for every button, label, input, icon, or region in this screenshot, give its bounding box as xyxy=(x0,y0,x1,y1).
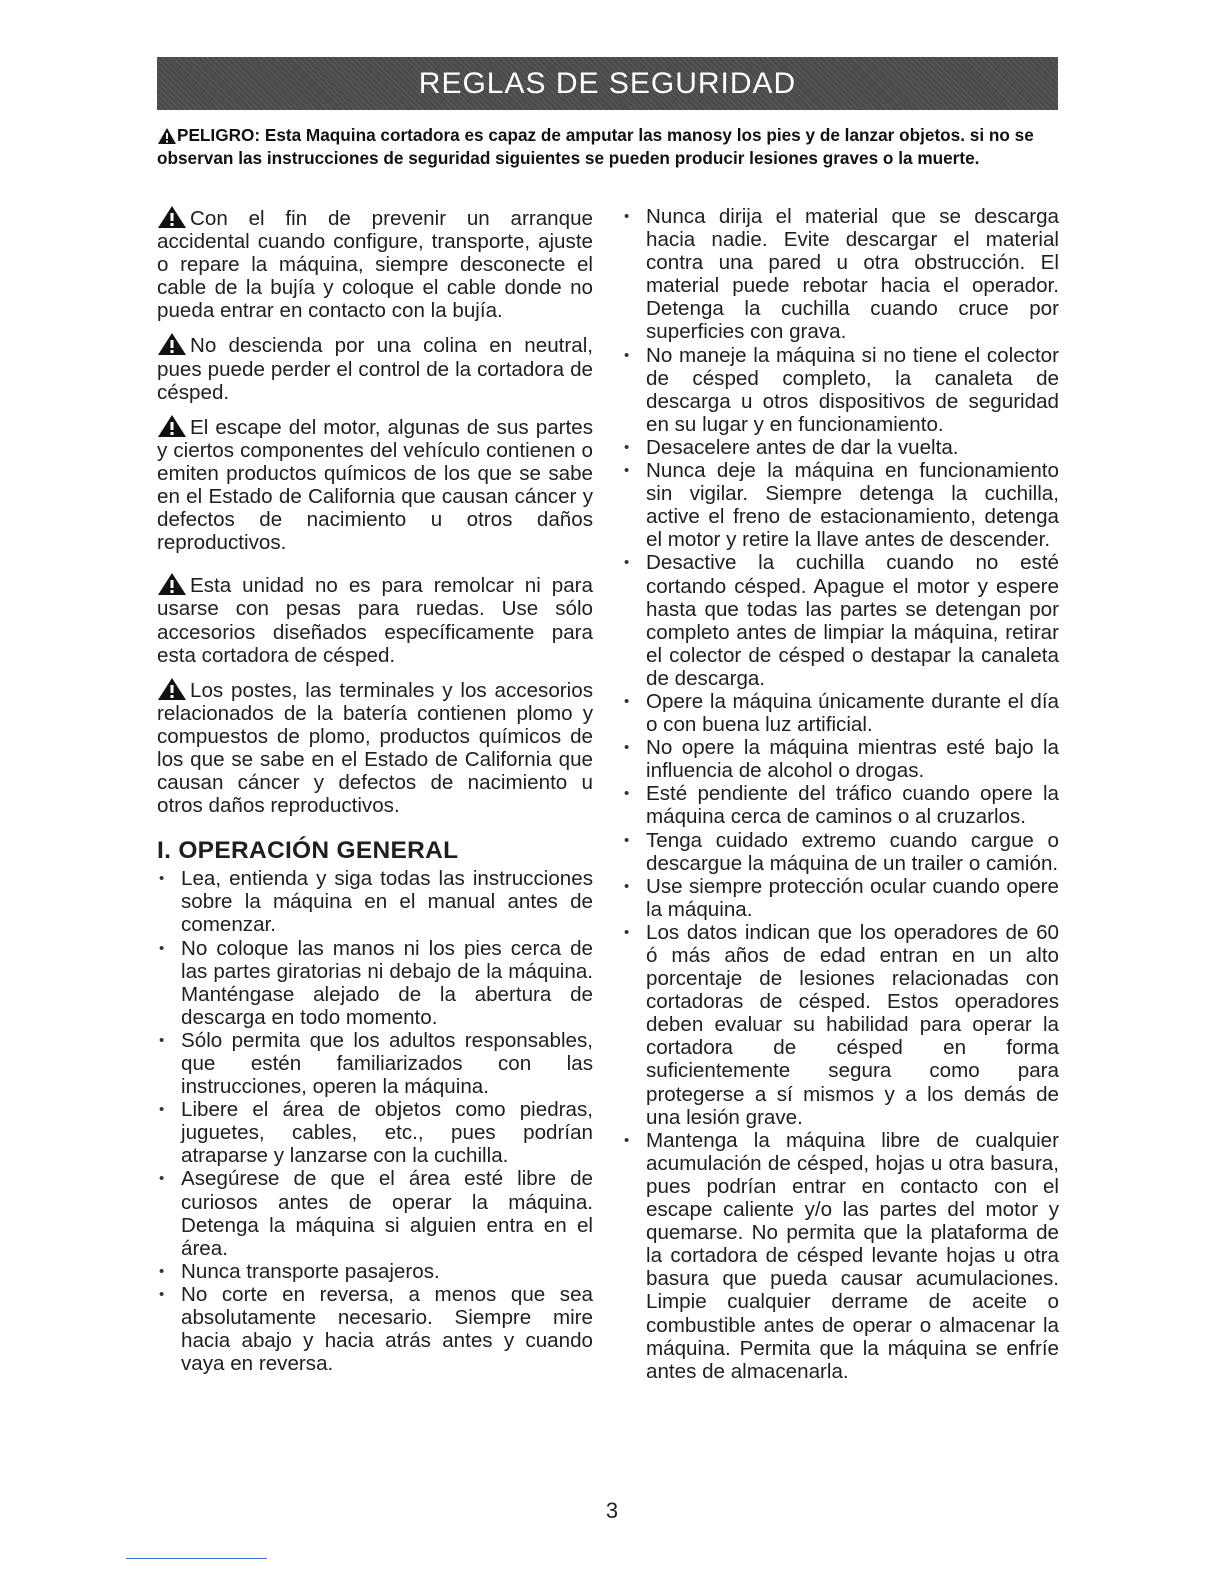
danger-notice xyxy=(157,124,1057,170)
list-item: • Nunca deje la máquina en funcionamiento sin vigilar. Siempre detenga la cuchilla, active el freno de estacionamiento, detenga el motor y retire la llave antes de descender. xyxy=(622,459,1059,551)
warning-paragraph xyxy=(157,572,593,666)
warning-triangle-icon xyxy=(157,414,187,438)
warning-triangle-icon xyxy=(157,205,187,229)
warning-paragraph xyxy=(157,414,593,555)
list-item: • No corte en reversa, a menos que sea absolutamente necesario. Siempre mire hacia abajo y hacia atrás antes y cuando vaya en reversa. xyxy=(157,1283,593,1375)
list-item: • No coloque las manos ni los pies cerca de las partes giratorias ni debajo de la máquina. Manténgase alejado de la abertura de descarga en todo momento. xyxy=(157,937,593,1029)
danger-label: PELIGRO: xyxy=(177,125,261,145)
warning-text: No descienda por una colina en neutral, pues puede perder el control de la cortadora de césped. xyxy=(157,334,593,404)
list-item: • Tenga cuidado extremo cuando cargue o descargue la máquina de un trailer o camión. xyxy=(622,829,1059,875)
list-item: • Desacelere antes de dar la vuelta. xyxy=(622,436,1059,459)
left-column xyxy=(157,205,593,1375)
warning-triangle-icon xyxy=(157,677,187,701)
warning-paragraph xyxy=(157,332,593,403)
warning-text: Los postes, las terminales y los accesorios relacionados de la batería contienen plomo y compuestos de plomo, productos químicos de los que se sabe en el Estado de California que causan cáncer y defectos de nacimiento u otros daños reproductivos. xyxy=(157,678,593,818)
page-title: REGLAS DE SEGURIDAD xyxy=(418,66,797,100)
list-item: • Esté pendiente del tráfico cuando opere la máquina cerca de caminos o al cruzarlos. xyxy=(622,782,1059,828)
section-heading: I. OPERACIÓN GENERAL xyxy=(157,837,459,865)
left-bullet-list xyxy=(157,867,593,1375)
list-item: • No maneje la máquina si no tiene el colector de césped completo, la canaleta de descarga u otros dispositivos de seguridad en su lugar y en funcionamiento. xyxy=(622,344,1059,436)
warning-triangle-icon xyxy=(157,127,177,145)
list-item: • Use siempre protección ocular cuando opere la máquina. xyxy=(622,875,1059,921)
list-item: • Asegúrese de que el área esté libre de curiosos antes de operar la máquina. Detenga la máquina si alguien entra en el área. xyxy=(157,1167,593,1259)
list-item: • Nunca transporte pasajeros. xyxy=(157,1260,593,1283)
list-item: • Nunca dirija el material que se descarga hacia nadie. Evite descargar el material contra una pared u otra obstrucción. El material puede rebotar hacia el operador. Detenga la cuchilla cuando cruce por superficies con grava. xyxy=(622,205,1059,344)
list-item: • Opere la máquina únicamente durante el día o con buena luz artificial. xyxy=(622,690,1059,736)
warning-paragraph xyxy=(157,677,593,818)
warning-triangle-icon xyxy=(157,572,187,596)
right-bullet-list xyxy=(622,205,1059,1383)
warning-text: Esta unidad no es para remolcar ni para usarse con pesas para ruedas. Use sólo accesorios diseñados específicamente para esta cortadora de césped. xyxy=(157,574,593,667)
list-item: • Desactive la cuchilla cuando no esté cortando césped. Apague el motor y espere hasta que todas las partes se detengan por completo antes de limpiar la máquina, retirar el colector de césped o destapar la canaleta de descarga. xyxy=(622,551,1059,690)
list-item: • Mantenga la máquina libre de cualquier acumulación de césped, hojas u otra basura, pues podrían entrar en contacto con el escape caliente y/o las partes del motor y quemarse. No permita que la plataforma de la cortadora de césped levante hojas u otra basura que pueda causar acumulaciones. Limpie cualquier derrame de aceite o combustible antes de operar o almacenar la máquina. Permita que la máquina se enfríe antes de almacenarla. xyxy=(622,1129,1059,1383)
list-item: • Libere el área de objetos como piedras, juguetes, cables, etc., pues podrían atraparse y lanzarse con la cuchilla. xyxy=(157,1098,593,1167)
list-item: • Sólo permita que los adultos responsables, que estén familiarizados con las instrucciones, operen la máquina. xyxy=(157,1029,593,1098)
warning-triangle-icon xyxy=(157,332,187,356)
warning-text: Con el fin de prevenir un arranque accidental cuando configure, transporte, ajuste o repare la máquina, siempre desconecte el cable de la bujía y coloque el cable donde no pueda entrar en contacto con la bujía. xyxy=(157,207,593,323)
list-item: • No opere la máquina mientras esté bajo la influencia de alcohol o drogas. xyxy=(622,736,1059,782)
warning-text: El escape del motor, algunas de sus partes y ciertos componentes del vehículo contienen o emiten productos químicos de los que se sabe en el Estado de California que causan cáncer y defectos de nacimiento u otros daños reproductivos. xyxy=(157,415,593,555)
title-banner xyxy=(157,57,1058,110)
list-item: • Lea, entienda y siga todas las instrucciones sobre la máquina en el manual antes de comenzar. xyxy=(157,867,593,936)
page-number: 3 xyxy=(605,1498,619,1523)
danger-text: Esta Maquina cortadora es capaz de amputar las manosy los pies y de lanzar objetos. si no se observan las instrucciones de seguridad siguientes se pueden producir lesiones graves o la muerte. xyxy=(157,125,1034,168)
footer-divider xyxy=(126,1558,267,1559)
warning-paragraph xyxy=(157,205,593,322)
right-column xyxy=(622,205,1059,1383)
list-item: • Los datos indican que los operadores de 60 ó más años de edad entran en un alto porcentaje de lesiones relacionadas con cortadoras de césped. Estos operadores deben evaluar su habilidad para operar la cortadora de césped en forma suficientemente segura como para protegerse a sí mismos y a los demás de una lesión grave. xyxy=(622,921,1059,1129)
